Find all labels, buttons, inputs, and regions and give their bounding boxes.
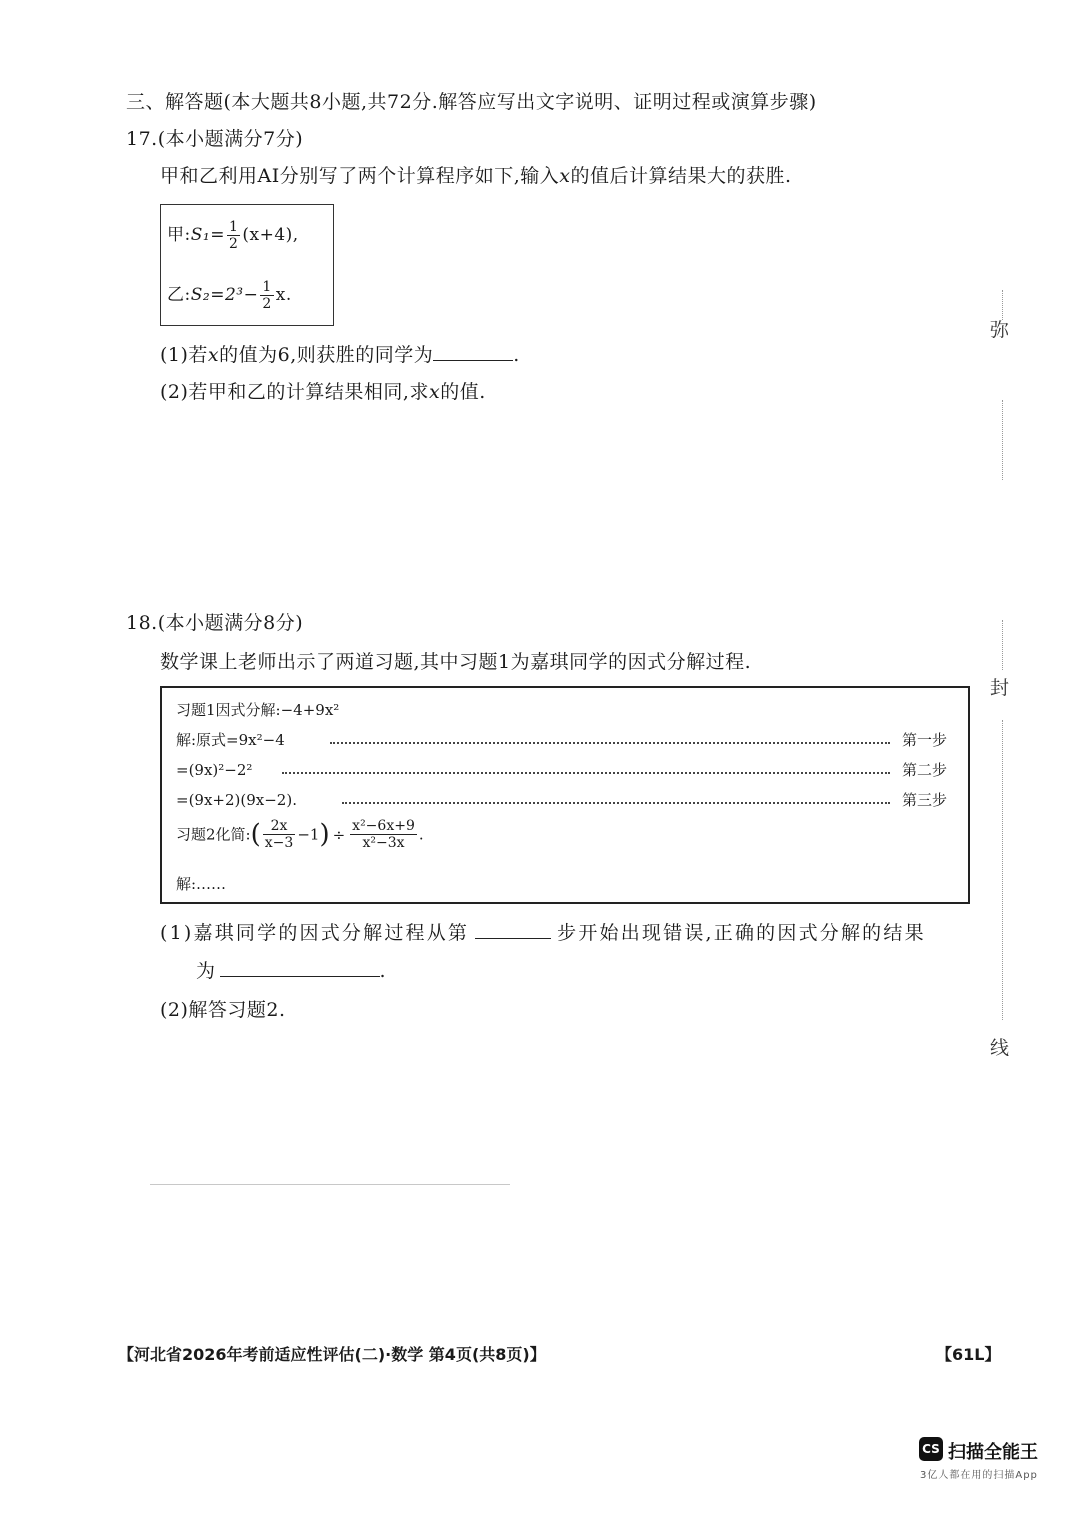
q18-intro: 数学课上老师出示了两道习题,其中习题1为嘉琪同学的因式分解过程. [160, 651, 752, 673]
q18-part2: (2)解答习题2. [160, 999, 286, 1021]
fraction-quadratic: $\frac{\text{x²−6x+9}}{\text{x²−3x}}$ [352, 818, 415, 851]
watermark-name: 扫描全能王 [948, 1442, 1038, 1463]
leader-dots-3 [342, 802, 890, 804]
step-2: =(9x)²−2² [176, 761, 253, 779]
footer-code: 【61L】 [936, 1345, 1001, 1364]
q18-part1-cont: 为 . [196, 960, 387, 982]
step-1: 解:原式=9x²−4 [176, 731, 285, 749]
answer-blank-18-result[interactable] [220, 958, 380, 977]
fraction-half-1: $\frac{1}{2}$ [228, 219, 239, 252]
answer-blank-17-1[interactable] [433, 342, 513, 361]
exercise-2: 习题2化简:( $\frac{2x}{x-3}$ −1) ÷ $\frac{\text{x²−6x+9}}{\text{x²−3x}}$ . [176, 818, 424, 851]
step-2-label: 第二步 [902, 761, 948, 779]
q17-header [126, 127, 303, 151]
margin-char-xian: 线 [990, 1037, 1010, 1059]
scan-artifact-line [150, 1184, 510, 1185]
q17-program-box [160, 204, 334, 326]
leader-dots-2 [282, 772, 890, 774]
program-jia: 甲:S₁= $\frac{1}{2}$ (x+4), [167, 219, 299, 252]
step-3-label: 第三步 [902, 791, 948, 809]
q18-part1: (1)嘉琪同学的因式分解过程从第 步开始出现错误,正确的因式分解的结果 [160, 922, 926, 944]
q18-number: 18. [126, 612, 158, 634]
exercise-1: 习题1因式分解:−4+9x² [176, 701, 340, 719]
watermark-tagline: 3亿人都在用的扫描App [920, 1470, 1038, 1481]
q18-points: (本小题满分8分) [157, 612, 304, 634]
q18-header [126, 611, 303, 635]
solution-placeholder: 解:…… [176, 875, 227, 893]
margin-char-mi: 弥 [990, 319, 1010, 341]
program-yi: 乙:S₂=2³− $\frac{1}{2}$ x. [167, 279, 292, 312]
footer-exam-info: 【河北省2026年考前适应性评估(二)·数学 第4页(共8页)】 [118, 1345, 546, 1364]
q17-part2: (2)若甲和乙的计算结果相同,求x的值. [160, 381, 486, 403]
answer-blank-18-step[interactable] [475, 920, 551, 939]
margin-char-feng: 封 [990, 677, 1010, 699]
fraction-half-2: $\frac{1}{2}$ [262, 279, 272, 312]
fraction-2x-over-x-3: $\frac{2x}{x-3}$ [264, 818, 294, 851]
margin-dots-1 [1002, 290, 1003, 320]
q18-exercise-box [160, 686, 970, 904]
q17-part1: (1)若x的值为6,则获胜的同学为 . [160, 344, 520, 366]
q17-number: 17. [126, 128, 158, 150]
margin-dots-3 [1002, 620, 1003, 670]
camscanner-logo-icon: CS [919, 1437, 943, 1461]
q17-intro: 甲和乙利用AI分别写了两个计算程序如下,输入x的值后计算结果大的获胜. [160, 165, 792, 187]
step-1-label: 第一步 [902, 731, 948, 749]
leader-dots-1 [330, 742, 890, 744]
q17-points: (本小题满分7分) [157, 128, 304, 150]
margin-dots-2 [1002, 400, 1003, 480]
margin-dots-4 [1002, 720, 1003, 1020]
step-3: =(9x+2)(9x−2). [176, 791, 297, 809]
section-heading: 三、解答题(本大题共8小题,共72分.解答应写出文字说明、证明过程或演算步骤) [126, 91, 817, 113]
